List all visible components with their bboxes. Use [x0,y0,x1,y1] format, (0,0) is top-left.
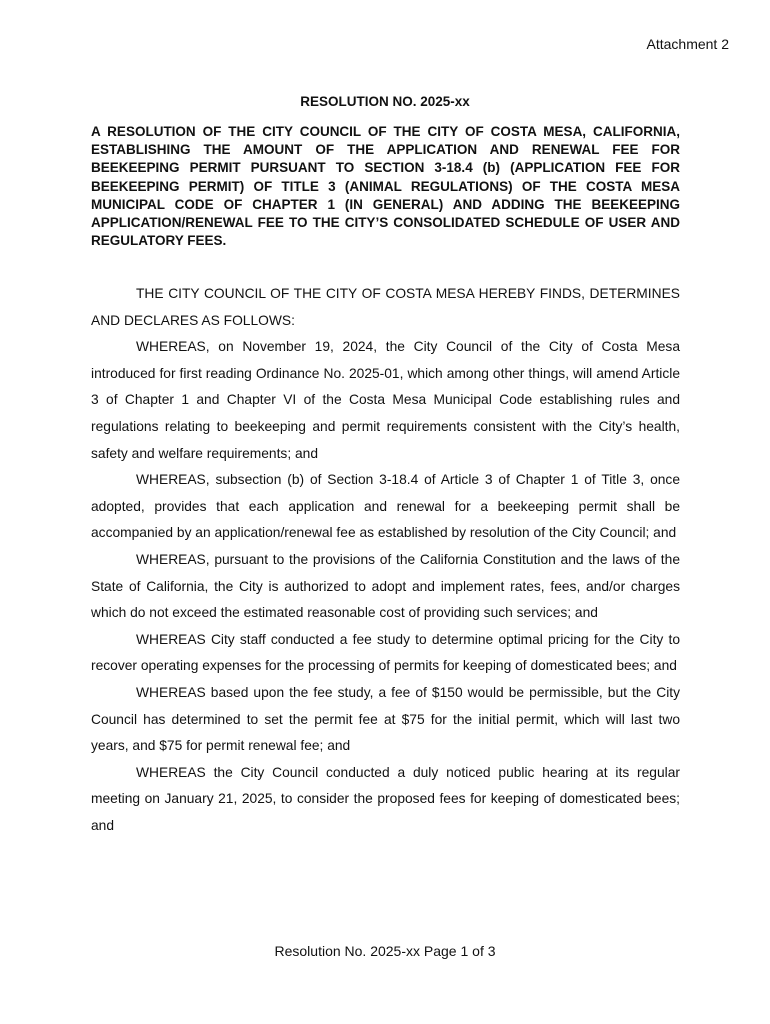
whereas-paragraph-hearing: WHEREAS the City Council conducted a duly noticed public hearing at its regular meeting on January 21, 2025, to consider the proposed fees for keeping of domesticated bees; and [91,764,680,833]
resolution-title: RESOLUTION NO. 2025-xx [300,94,470,109]
whereas-paragraph-subsection: WHEREAS, subsection (b) of Section 3-18.4 of Article 3 of Chapter 1 of Title 3, once adopted, provides that each application and renewal for a beekeeping permit shall be accompanied by an application/renewal fee as established by resolution of the City Council; and [91,472,680,541]
whereas-paragraph-constitution: WHEREAS, pursuant to the provisions of the California Constitution and the laws of the State of California, the City is authorized to adopt and implement rates, fees, and/or charges which do not exceed the estimated reasonable cost of providing such services; and [91,551,680,621]
whereas-paragraph-ordinance: WHEREAS, on November 19, 2024, the City Council of the City of Costa Mesa introduced for first reading Ordinance No. 2025-01, which among other things, will amend Article 3 of Chapter 1 and Chapter VI of the Costa Mesa Municipal Code establishing rules and regulations relating to beekeeping and permit requirements consistent with the City’s health, safety and welfare requirements; and [91,339,680,461]
findings-paragraph: THE CITY COUNCIL OF THE CITY OF COSTA MESA HEREBY FINDS, DETERMINES AND DECLARES AS FOLLOWS: [91,286,680,328]
resolution-heading: A RESOLUTION OF THE CITY COUNCIL OF THE CITY OF COSTA MESA, CALIFORNIA, ESTABLISHING THE AMOUNT OF THE APPLICATION AND RENEWAL FEE FOR BEEKEEPING PERMIT PURSUANT TO SECTION 3-18.4 (b) (APPLICATION FEE FOR BEEKEEPING PERMIT) OF TITLE 3 (ANIMAL REGULATIONS) OF THE COSTA MESA MUNICIPAL CODE OF CHAPTER 1 (IN GENERAL) AND ADDING THE BEEKEEPING APPLICATION/RENEWAL FEE TO THE CITY’S CONSOLIDATED SCHEDULE OF USER AND REGULATORY FEES. [91,124,680,249]
whereas-paragraph-fee-amount: WHEREAS based upon the fee study, a fee of $150 would be permissible, but the City Council has determined to set the permit fee at $75 for the initial permit, which will last two years, and $75 for permit renewal fee; and [91,684,680,754]
resolution-body [91,281,680,839]
attachment-label: Attachment 2 [646,36,729,52]
whereas-paragraph-fee-study: WHEREAS City staff conducted a fee study to determine optimal pricing for the City to recover operating expenses for the processing of permits for keeping of domesticated bees; and [91,631,680,674]
page-footer: Resolution No. 2025-xx Page 1 of 3 [274,943,496,959]
